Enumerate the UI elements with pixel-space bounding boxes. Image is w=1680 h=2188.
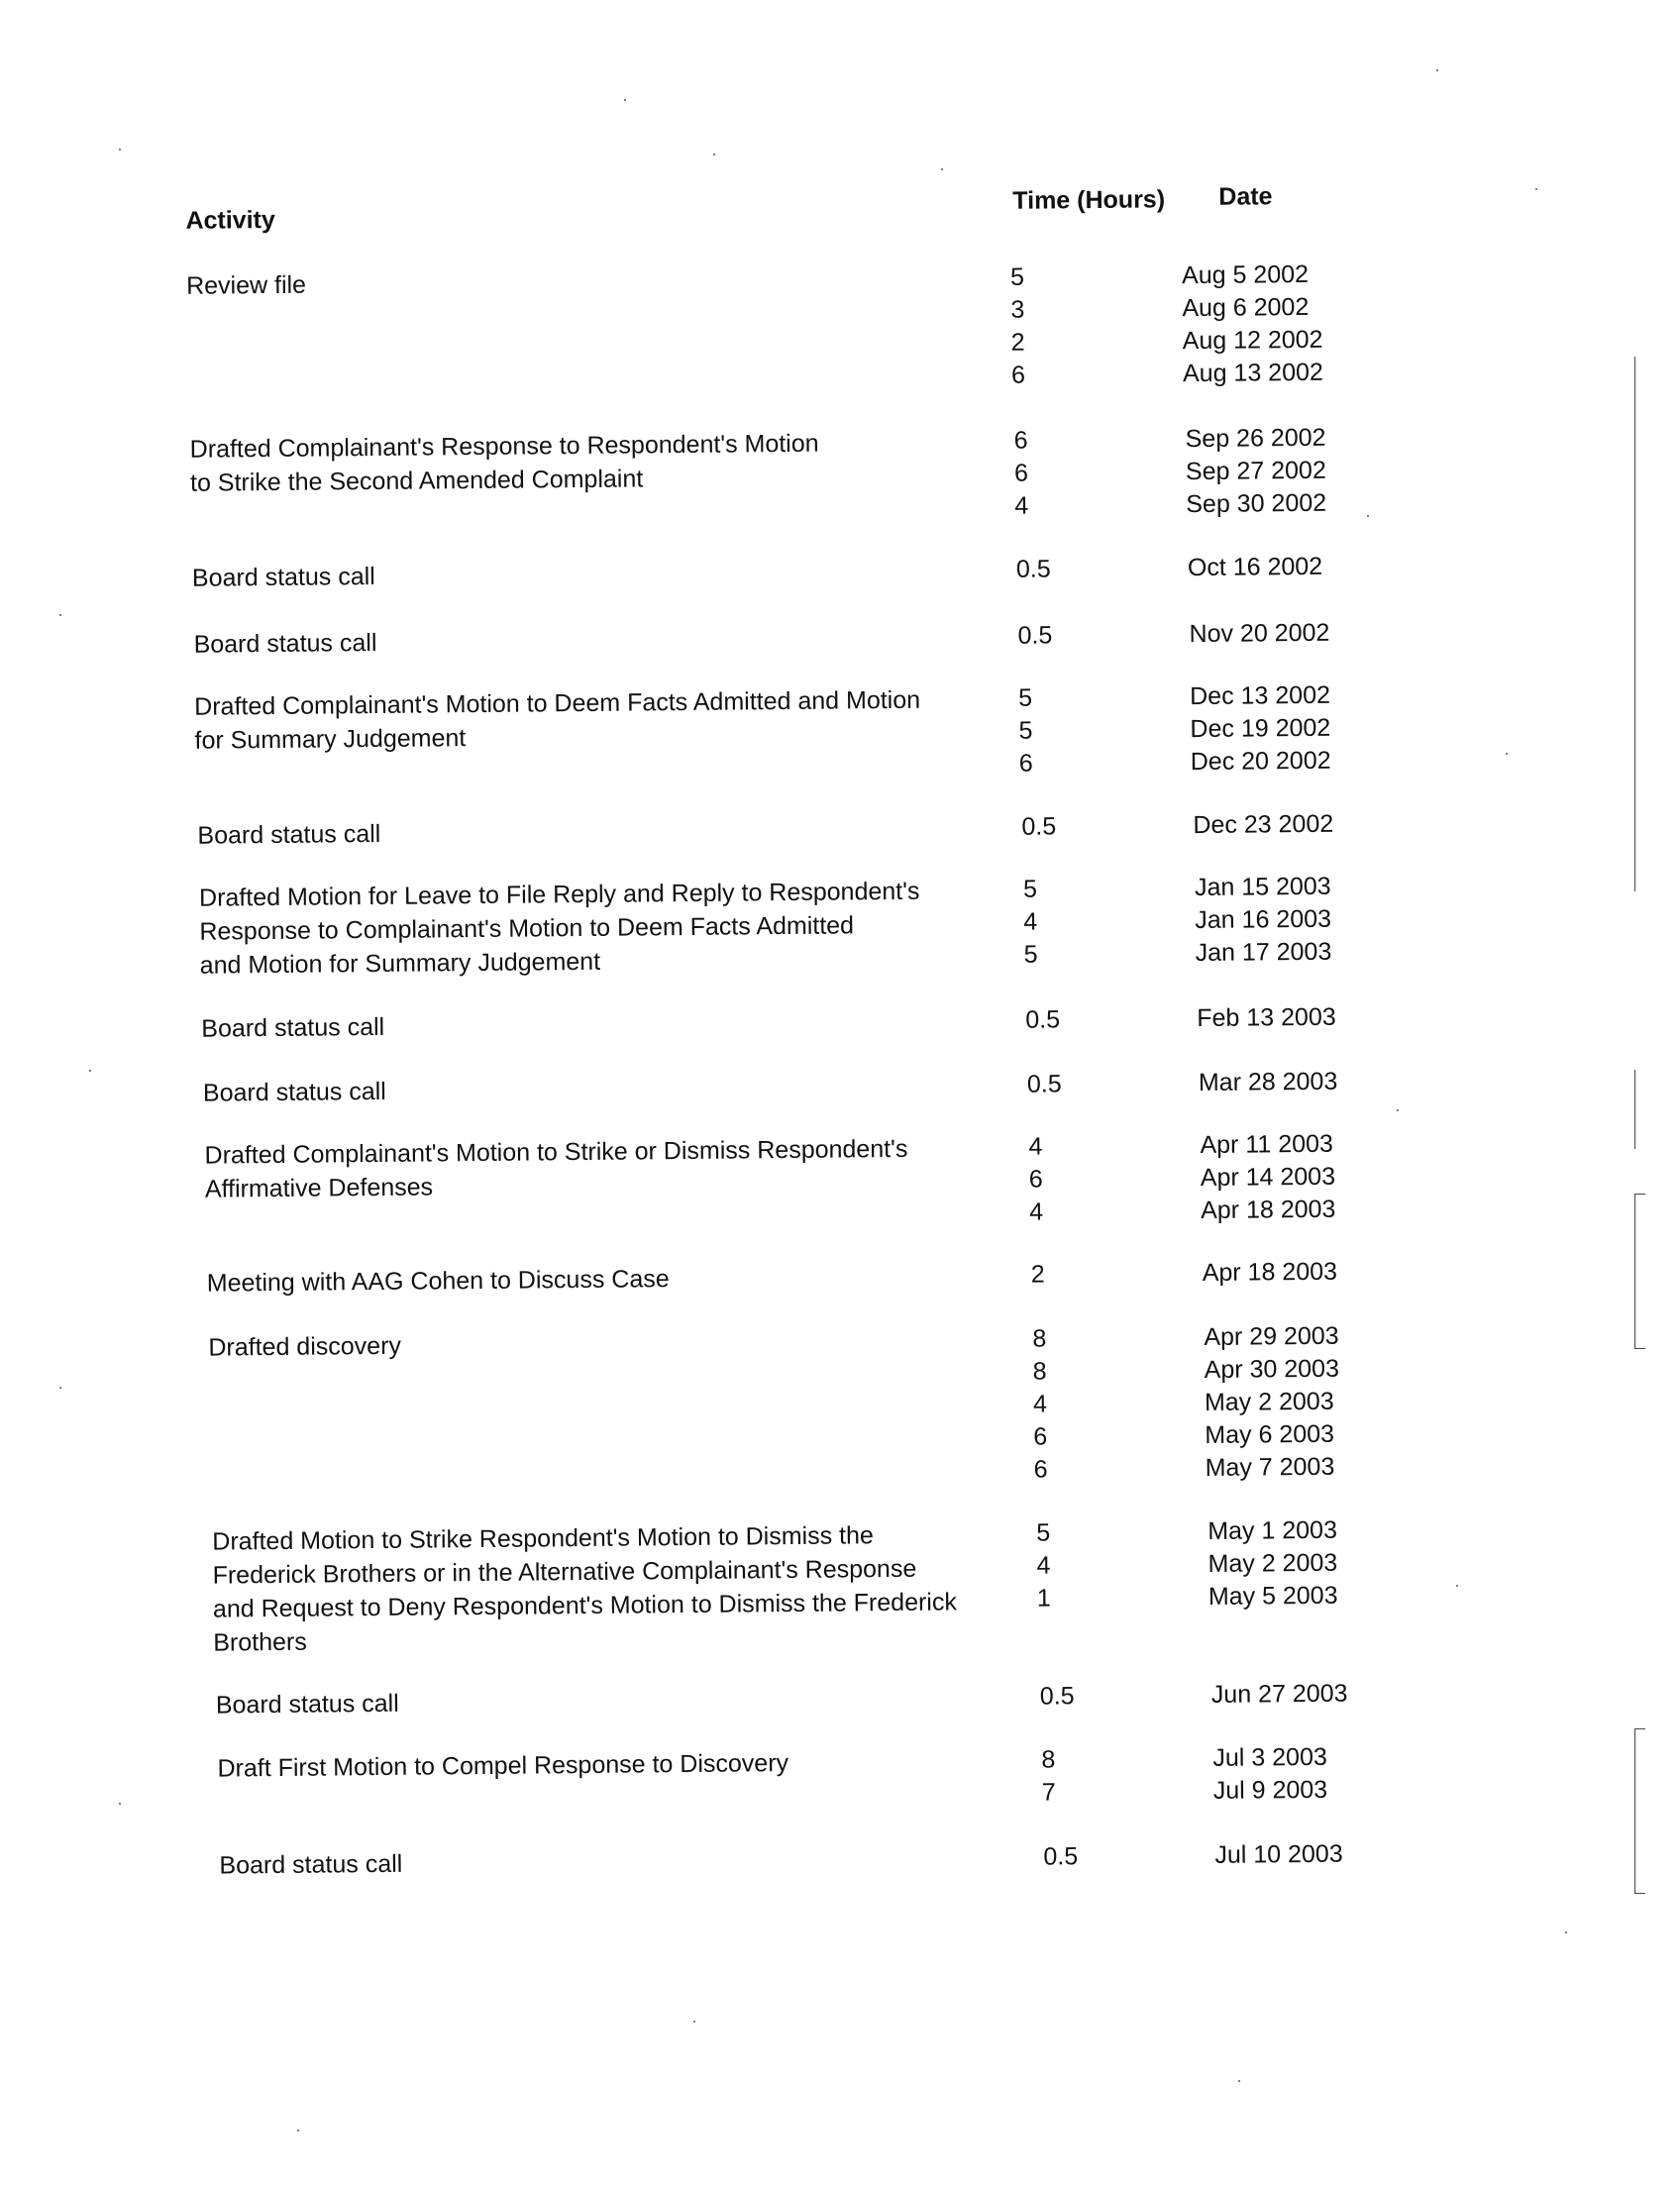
hours-value: 5 bbox=[1018, 683, 1033, 712]
hours-value: 5 bbox=[1036, 1518, 1051, 1547]
hours-value: 0.5 bbox=[1039, 1682, 1075, 1711]
hours-column bbox=[1027, 1068, 1106, 1101]
scan-speck bbox=[1436, 69, 1438, 71]
date-value: May 1 2003 bbox=[1208, 1515, 1338, 1545]
activity-entry bbox=[217, 1737, 1680, 1807]
dates-column bbox=[1214, 1837, 1432, 1872]
date-value: Jul 9 2003 bbox=[1212, 1775, 1328, 1805]
scan-margin-line bbox=[1634, 1070, 1645, 1149]
activity-entry bbox=[219, 1834, 1680, 1880]
activity-column-header: Activity bbox=[185, 205, 275, 235]
dates-column bbox=[1208, 1513, 1426, 1614]
activity-entry bbox=[212, 1511, 1680, 1657]
scan-speck bbox=[119, 1803, 121, 1805]
scan-speck bbox=[1535, 188, 1537, 190]
dates-column bbox=[1182, 258, 1401, 390]
hours-column bbox=[1021, 810, 1101, 844]
hours-column bbox=[1043, 1840, 1122, 1874]
activity-description: Draft First Motion to Compel Response to Discovery bbox=[217, 1749, 789, 1783]
hours-value: 0.5 bbox=[1043, 1842, 1079, 1871]
date-value: Oct 16 2002 bbox=[1187, 552, 1323, 582]
scan-speck bbox=[59, 614, 61, 616]
activity-description: Review file bbox=[186, 270, 307, 300]
activity-entry bbox=[191, 547, 1678, 592]
date-value: Jan 16 2003 bbox=[1195, 904, 1332, 935]
scan-margin-line bbox=[1634, 357, 1645, 891]
date-value: Aug 5 2002 bbox=[1181, 260, 1310, 290]
scan-speck bbox=[59, 1387, 61, 1389]
date-value: Aug 13 2002 bbox=[1182, 358, 1323, 388]
date-value: Apr 18 2003 bbox=[1202, 1257, 1338, 1288]
activity-description: Drafted Motion for Leave to File Reply and Reply to Respondent's Response to Complainant's Motion to Deem Facts Admitted and Motion for Summary Judgement bbox=[198, 877, 920, 980]
scan-speck bbox=[1456, 1585, 1458, 1587]
dates-column bbox=[1190, 678, 1409, 779]
date-value: May 6 2003 bbox=[1205, 1419, 1335, 1449]
activity-description: Board status call bbox=[193, 628, 377, 659]
date-value: Aug 6 2002 bbox=[1182, 292, 1310, 323]
hours-value: 0.5 bbox=[1015, 555, 1051, 583]
dates-column bbox=[1195, 870, 1414, 970]
hours-column bbox=[1036, 1516, 1116, 1615]
activity-entry bbox=[197, 804, 1680, 850]
hours-column bbox=[1032, 1322, 1113, 1487]
date-value: May 5 2003 bbox=[1208, 1581, 1338, 1611]
scan-speck bbox=[1397, 1109, 1399, 1111]
dates-column bbox=[1188, 550, 1406, 584]
date-value: Sep 26 2002 bbox=[1185, 423, 1326, 454]
activity-description: Board status call bbox=[197, 819, 381, 850]
activity-description: Board status call bbox=[215, 1689, 399, 1719]
hours-value: 5 bbox=[1009, 262, 1025, 291]
hours-value: 4 bbox=[1028, 1132, 1043, 1161]
scan-speck bbox=[1367, 515, 1369, 517]
scan-speck bbox=[1565, 1931, 1567, 1933]
activity-description: Drafted discovery bbox=[208, 1331, 402, 1362]
hours-value: 6 bbox=[1013, 459, 1029, 487]
activity-description: Board status call bbox=[201, 1012, 385, 1043]
hours-value: 2 bbox=[1010, 328, 1025, 357]
hours-value: 0.5 bbox=[1021, 812, 1057, 841]
date-value: Apr 30 2003 bbox=[1204, 1354, 1340, 1384]
dates-column bbox=[1200, 1127, 1418, 1227]
dates-column bbox=[1211, 1677, 1429, 1712]
date-value: Sep 27 2002 bbox=[1185, 456, 1326, 486]
date-value: Dec 19 2002 bbox=[1190, 713, 1331, 744]
hours-value: 8 bbox=[1032, 1324, 1047, 1353]
activity-description: Drafted Complainant's Response to Respondent's Motion to Strike the Second Amended Complaint bbox=[189, 429, 819, 497]
activity-description: Board status call bbox=[202, 1077, 386, 1107]
dates-column bbox=[1197, 1000, 1415, 1035]
date-value: Jan 17 2003 bbox=[1195, 937, 1332, 968]
hours-value: 3 bbox=[1010, 295, 1025, 324]
hours-column bbox=[1018, 681, 1099, 781]
date-value: Jul 3 2003 bbox=[1212, 1742, 1327, 1772]
hours-value: 6 bbox=[1013, 426, 1028, 455]
hours-value: 6 bbox=[1033, 1455, 1048, 1484]
activity-description: Board status call bbox=[219, 1849, 403, 1880]
date-value: Nov 20 2002 bbox=[1189, 618, 1330, 649]
activity-description: Drafted Motion to Strike Respondent's Motion to Dismiss the Frederick Brothers or in the Alternative Complainant's Response and Request to Deny Respondent's Motion to Dismiss the Frederick Brothers bbox=[212, 1521, 958, 1657]
scan-speck bbox=[624, 99, 626, 101]
hours-value: 0.5 bbox=[1025, 1005, 1061, 1034]
activity-entry bbox=[204, 1124, 1680, 1226]
hours-value: 1 bbox=[1036, 1584, 1051, 1613]
dates-column bbox=[1204, 1319, 1423, 1485]
hours-column bbox=[1017, 619, 1097, 653]
hours-value: 4 bbox=[1023, 907, 1038, 936]
date-value: May 2 2003 bbox=[1208, 1548, 1338, 1578]
scan-speck bbox=[89, 1070, 91, 1072]
hours-value: 0.5 bbox=[1026, 1070, 1062, 1098]
scan-speck bbox=[297, 2130, 299, 2132]
date-value: Apr 18 2003 bbox=[1201, 1195, 1336, 1225]
date-value: Dec 20 2002 bbox=[1190, 746, 1331, 777]
date-value: Apr 11 2003 bbox=[1200, 1129, 1334, 1160]
scan-speck bbox=[941, 168, 943, 170]
hours-column bbox=[1014, 424, 1095, 523]
date-value: Jul 10 2003 bbox=[1214, 1839, 1343, 1869]
hours-value: 4 bbox=[1014, 491, 1029, 520]
activity-entry bbox=[202, 1062, 1680, 1107]
hours-value: 4 bbox=[1029, 1198, 1044, 1226]
scan-speck bbox=[713, 154, 715, 156]
activity-entry bbox=[215, 1674, 1680, 1719]
date-value: Feb 13 2003 bbox=[1197, 1002, 1336, 1033]
hours-value: 5 bbox=[1023, 940, 1038, 969]
scan-speck bbox=[693, 2021, 695, 2023]
hours-value: 5 bbox=[1018, 716, 1033, 745]
activity-entry bbox=[194, 676, 1680, 778]
activity-description: Meeting with AAG Cohen to Discuss Case bbox=[206, 1265, 670, 1298]
activity-entry bbox=[208, 1316, 1680, 1484]
date-value: Jan 15 2003 bbox=[1194, 872, 1331, 902]
activity-entry bbox=[193, 613, 1679, 659]
date-value: Dec 23 2002 bbox=[1193, 809, 1334, 840]
activity-entry bbox=[201, 997, 1680, 1043]
hours-column bbox=[1016, 553, 1096, 586]
hours-column bbox=[1031, 1258, 1110, 1292]
dates-column bbox=[1189, 616, 1407, 651]
hours-value: 4 bbox=[1036, 1551, 1051, 1580]
time-column-header: Time (Hours) bbox=[1012, 185, 1166, 215]
date-value: May 7 2003 bbox=[1205, 1452, 1335, 1482]
scan-margin-bracket bbox=[1634, 1194, 1645, 1349]
hours-column bbox=[1025, 1003, 1104, 1037]
hours-value: 6 bbox=[1010, 361, 1026, 389]
activity-entry bbox=[206, 1252, 1680, 1298]
hours-value: 6 bbox=[1028, 1165, 1043, 1194]
date-value: Dec 13 2002 bbox=[1190, 680, 1331, 711]
hours-column bbox=[1023, 873, 1103, 972]
hours-value: 6 bbox=[1018, 749, 1033, 778]
date-value: Apr 29 2003 bbox=[1204, 1321, 1339, 1351]
activity-entry bbox=[189, 418, 1676, 520]
hours-value: 5 bbox=[1022, 875, 1038, 903]
scan-speck bbox=[1506, 753, 1508, 755]
scan-margin-bracket bbox=[1634, 1728, 1645, 1894]
date-value: Jun 27 2003 bbox=[1210, 1679, 1348, 1709]
hours-value: 8 bbox=[1032, 1357, 1047, 1386]
date-value: May 2 2003 bbox=[1204, 1387, 1334, 1416]
activity-entry bbox=[186, 255, 1672, 389]
dates-column bbox=[1193, 807, 1411, 842]
date-value: Apr 14 2003 bbox=[1200, 1162, 1336, 1193]
activity-entry bbox=[198, 867, 1680, 980]
dates-column bbox=[1186, 421, 1405, 521]
hours-value: 0.5 bbox=[1017, 621, 1053, 650]
hours-value: 4 bbox=[1032, 1390, 1048, 1418]
dates-column bbox=[1203, 1255, 1420, 1290]
hours-value: 2 bbox=[1030, 1260, 1045, 1289]
date-value: Aug 12 2002 bbox=[1182, 325, 1323, 356]
hours-column bbox=[1028, 1130, 1108, 1229]
scan-speck bbox=[1238, 2080, 1240, 2082]
hours-column bbox=[1041, 1743, 1121, 1810]
hours-value: 7 bbox=[1041, 1778, 1056, 1807]
date-column-header: Date bbox=[1218, 182, 1273, 211]
scan-speck bbox=[119, 149, 121, 151]
dates-column bbox=[1199, 1065, 1417, 1099]
hours-value: 6 bbox=[1033, 1422, 1048, 1451]
activity-description: Board status call bbox=[191, 562, 375, 592]
activity-description: Drafted Complainant's Motion to Strike or Dismiss Respondent's Affirmative Defenses bbox=[204, 1134, 908, 1203]
activity-description: Drafted Complainant's Motion to Deem Facts Admitted and Motion for Summary Judgement bbox=[194, 685, 921, 755]
hours-column bbox=[1040, 1680, 1119, 1714]
date-value: Sep 30 2002 bbox=[1186, 488, 1327, 519]
hours-value: 8 bbox=[1041, 1745, 1056, 1774]
date-value: Mar 28 2003 bbox=[1198, 1067, 1338, 1097]
hours-column bbox=[1010, 260, 1091, 392]
dates-column bbox=[1212, 1740, 1431, 1808]
